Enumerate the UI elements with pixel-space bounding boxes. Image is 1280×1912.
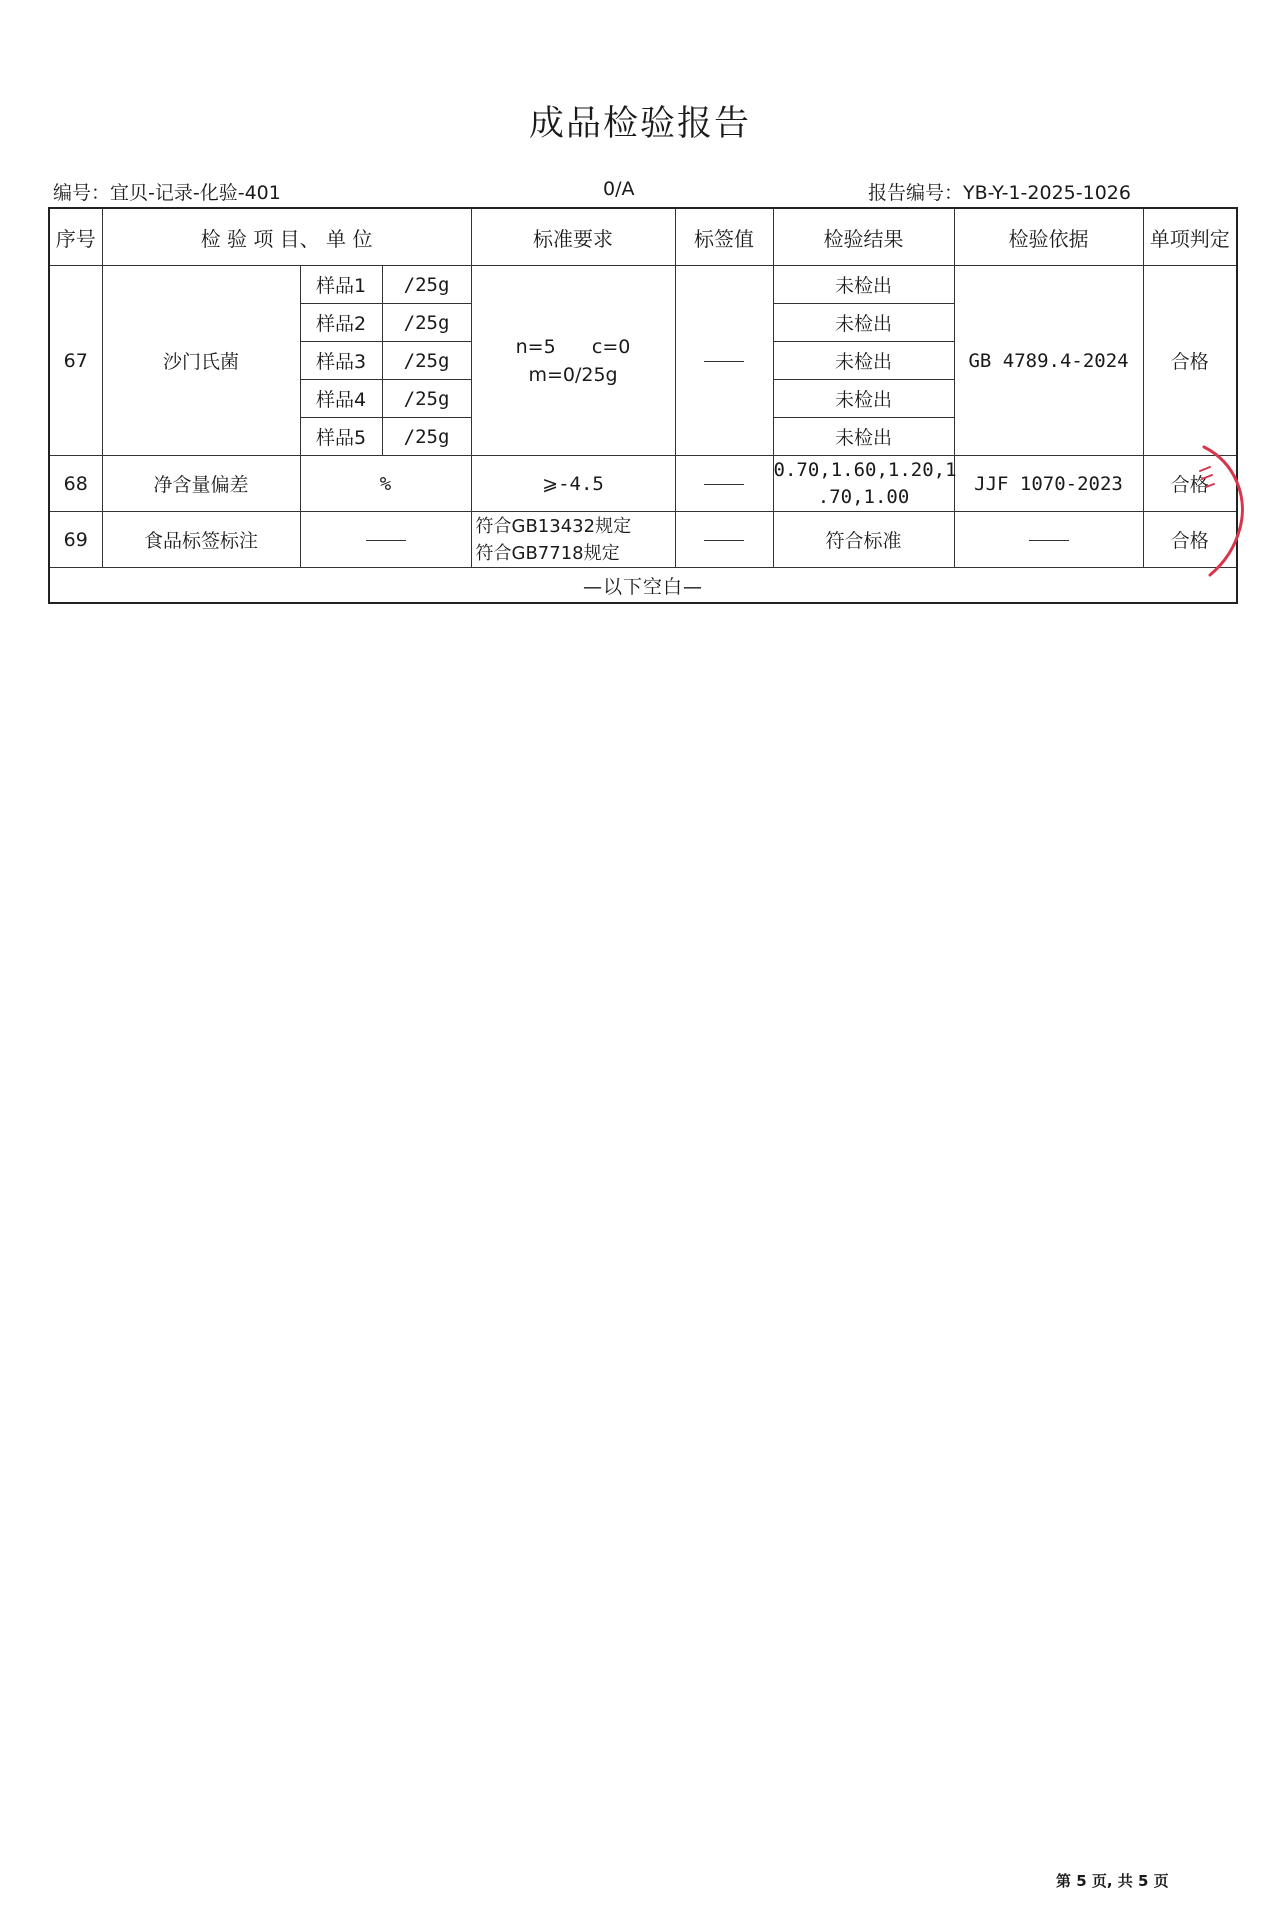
result-line: .70,1.00 (817, 485, 910, 508)
standard-line: n=5 c=0 (515, 335, 631, 358)
dash-mark (704, 361, 744, 362)
row-label-value (675, 266, 773, 456)
blank-note-row (49, 568, 1237, 604)
row-result (773, 456, 957, 512)
dash-mark (704, 484, 744, 485)
row-seq: 67 (49, 266, 102, 456)
row-judgement: 合格 (1143, 512, 1237, 568)
report-number: 报告编号：YB-Y-1-2025-1026 (868, 182, 1131, 204)
doc-number: 编号：宜贝-记录-化验-401 (53, 182, 281, 204)
sample-name: 样品3 (300, 342, 382, 380)
dash-mark (366, 540, 406, 541)
sample-unit: /25g (382, 342, 471, 380)
header-result: 检验结果 (773, 208, 954, 266)
row-result: 符合标准 (773, 512, 954, 568)
standard-line: 符合GB13432规定 (475, 515, 632, 537)
sample-name: 样品4 (300, 380, 382, 418)
header-row (49, 208, 1237, 266)
header-basis: 检验依据 (954, 208, 1143, 266)
sample-name: 样品1 (300, 266, 382, 304)
header-seq: 序号 (49, 208, 102, 266)
sample-result: 未检出 (773, 418, 954, 456)
header-standard: 标准要求 (471, 208, 675, 266)
row-item: 净含量偏差 (102, 456, 300, 512)
sample-result: 未检出 (773, 266, 954, 304)
table-row (49, 266, 1237, 304)
sample-name: 样品2 (300, 304, 382, 342)
row-unit (300, 512, 471, 568)
row-standard: ⩾-4.5 (471, 456, 675, 512)
sample-unit: /25g (382, 380, 471, 418)
standard-line: m=0/25g (528, 363, 618, 386)
row-unit: % (300, 456, 471, 512)
inspection-table (48, 207, 1238, 604)
header-item-unit: 检 验 项 目、 单 位 (102, 208, 471, 266)
row-label-value (675, 456, 773, 512)
sample-result: 未检出 (773, 304, 954, 342)
page-footer: 第 5 页, 共 5 页 (1056, 1872, 1169, 1890)
sample-unit: /25g (382, 418, 471, 456)
sample-result: 未检出 (773, 380, 954, 418)
report-title: 成品检验报告 (528, 104, 751, 144)
table-row (49, 456, 1237, 512)
header-judgement: 单项判定 (1143, 208, 1237, 266)
row-basis: JJF 1070-2023 (954, 456, 1143, 512)
row-seq: 68 (49, 456, 102, 512)
row-item: 食品标签标注 (102, 512, 300, 568)
row-seq: 69 (49, 512, 102, 568)
row-basis: GB 4789.4-2024 (954, 266, 1143, 456)
row-label-value (675, 512, 773, 568)
row-judgement: 合格 (1143, 456, 1237, 512)
row-basis (954, 512, 1143, 568)
row-judgement: 合格 (1143, 266, 1237, 456)
table-row (49, 512, 1237, 568)
dash-mark (1029, 540, 1069, 541)
sample-result: 未检出 (773, 342, 954, 380)
sample-unit: /25g (382, 266, 471, 304)
row-standard (471, 266, 675, 456)
row-standard (471, 512, 675, 568)
result-line: 0.70,1.60,1.20,1 (773, 458, 957, 481)
dash-mark (704, 540, 744, 541)
standard-line: 符合GB7718规定 (475, 542, 620, 564)
row-item: 沙门氏菌 (102, 266, 300, 456)
sample-unit: /25g (382, 304, 471, 342)
blank-note: —以下空白— (49, 568, 1237, 604)
doc-version: 0/A (603, 178, 635, 200)
sample-name: 样品5 (300, 418, 382, 456)
header-label-value: 标签值 (675, 208, 773, 266)
